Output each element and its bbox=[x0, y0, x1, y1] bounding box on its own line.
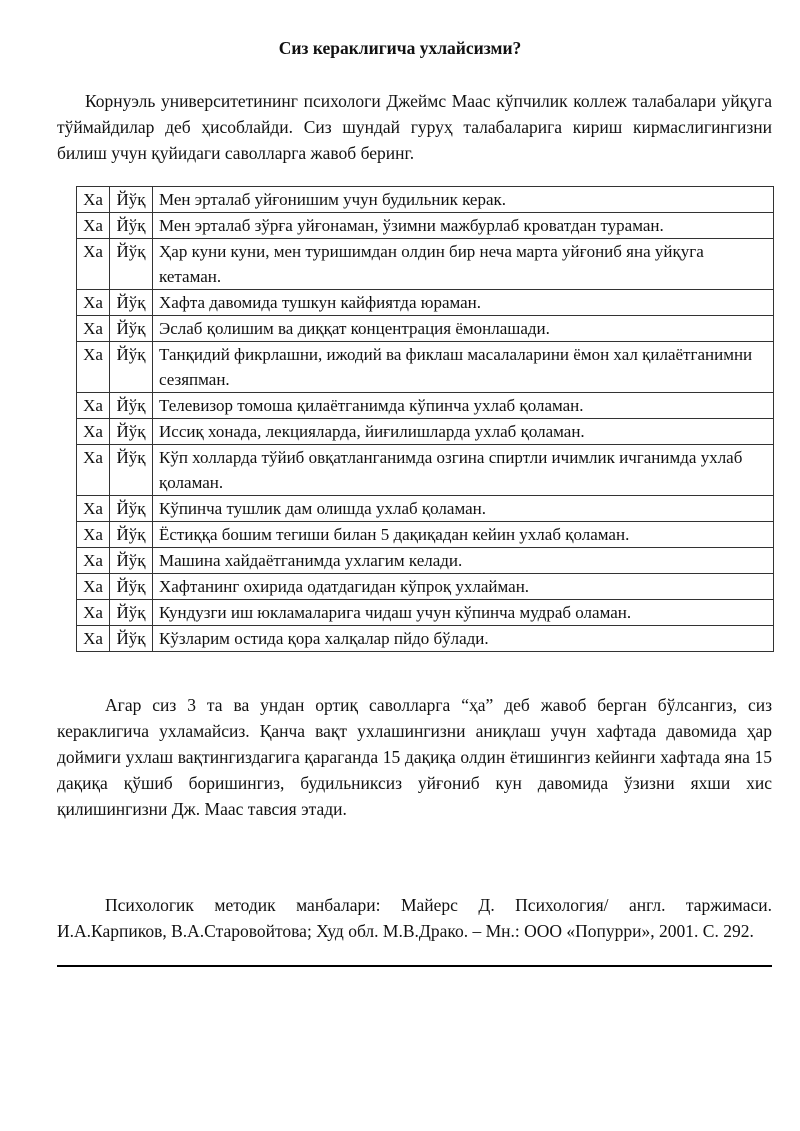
answer-yes: Ха bbox=[77, 626, 110, 652]
question-text: Кўпинча тушлик дам олишда ухлаб қоламан. bbox=[153, 496, 774, 522]
answer-no: Йўқ bbox=[110, 213, 153, 239]
answer-no: Йўқ bbox=[110, 548, 153, 574]
answer-yes: Ха bbox=[77, 496, 110, 522]
answer-yes: Ха bbox=[77, 342, 110, 393]
answer-no: Йўқ bbox=[110, 522, 153, 548]
page-title: Сиз кераклигича ухлайсизми? bbox=[278, 38, 522, 58]
question-text: Мен эрталаб зўрға уйғонаман, ўзимни мажбурлаб кроватдан тураман. bbox=[153, 213, 774, 239]
quiz-row bbox=[77, 187, 774, 213]
answer-yes: Ха bbox=[77, 239, 110, 290]
quiz-row bbox=[77, 496, 774, 522]
answer-no: Йўқ bbox=[110, 342, 153, 393]
question-text: Хафта давомида тушкун кайфиятда юраман. bbox=[153, 290, 774, 316]
quiz-row bbox=[77, 213, 774, 239]
question-text: Кўзларим остида қора халқалар пйдо бўлади. bbox=[153, 626, 774, 652]
quiz-row bbox=[77, 445, 774, 496]
footer-rule bbox=[57, 965, 772, 967]
question-text: Машина хайдаётганимда ухлагим келади. bbox=[153, 548, 774, 574]
answer-yes: Ха bbox=[77, 213, 110, 239]
question-text: Кундузги иш юкламаларига чидаш учун кўпинча мудраб оламан. bbox=[153, 600, 774, 626]
quiz-row bbox=[77, 316, 774, 342]
quiz-row bbox=[77, 393, 774, 419]
answer-yes: Ха bbox=[77, 445, 110, 496]
question-text: Ёстиққа бошим тегиши билан 5 дақиқадан кейин ухлаб қоламан. bbox=[153, 522, 774, 548]
question-text: Эслаб қолишим ва диққат концентрация ёмонлашади. bbox=[153, 316, 774, 342]
quiz-row bbox=[77, 290, 774, 316]
quiz-rows bbox=[77, 187, 774, 652]
quiz-row bbox=[77, 600, 774, 626]
answer-no: Йўқ bbox=[110, 419, 153, 445]
answer-yes: Ха bbox=[77, 574, 110, 600]
intro-paragraph: Корнуэль университетининг психологи Джеймс Маас кўпчилик коллеж талабалари уйқуга тўймайдилар деб ҳисоблайди. Сиз шундай гуруҳ талабаларига кириш кирмаслигингизни билиш учун қуйидаги саволларга жавоб беринг. bbox=[57, 91, 772, 163]
answer-yes: Ха bbox=[77, 393, 110, 419]
answer-no: Йўқ bbox=[110, 290, 153, 316]
answer-no: Йўқ bbox=[110, 626, 153, 652]
answer-yes: Ха bbox=[77, 522, 110, 548]
quiz-row bbox=[77, 342, 774, 393]
answer-yes: Ха bbox=[77, 419, 110, 445]
quiz-row bbox=[77, 239, 774, 290]
answer-no: Йўқ bbox=[110, 239, 153, 290]
answer-no: Йўқ bbox=[110, 600, 153, 626]
answer-no: Йўқ bbox=[110, 445, 153, 496]
question-text: Мен эрталаб уйғонишим учун будильник керак. bbox=[153, 187, 774, 213]
question-text: Телевизор томоша қилаётганимда кўпинча ухлаб қоламан. bbox=[153, 393, 774, 419]
question-text: Иссиқ хонада, лекцияларда, йиғилишларда ухлаб қоламан. bbox=[153, 419, 774, 445]
advice-paragraph: Агар сиз 3 та ва ундан ортиқ саволларга “ҳа” деб жавоб берган бўлсангиз, сиз кераклигича ухламайсиз. Қанча вақт ухлашингизни аниқлаш учун хафтада давомида ҳар доймиги ухлаш вақтингиздагига қараганда 15 дақиқа олдин ётишингиз кейинги хафтада яна 15 дақиқа қўшиб боришингиз, будильниксиз уйғониб кун давомида ўзизни яхши хис қилишингизни Дж. Маас тавсия этади. bbox=[57, 695, 772, 819]
answer-yes: Ха bbox=[77, 187, 110, 213]
answer-yes: Ха bbox=[77, 316, 110, 342]
question-text: Ҳар куни куни, мен туришимдан олдин бир неча марта уйғониб яна уйқуга кетаман. bbox=[153, 239, 774, 290]
answer-no: Йўқ bbox=[110, 496, 153, 522]
answer-yes: Ха bbox=[77, 600, 110, 626]
source-citation: Психологик методик манбалари: Майерс Д. Психология/ англ. таржимаси. И.А.Карпиков, В.А.Старовойтова; Худ обл. М.В.Драко. – Мн.: ООО «Попурри», 2001. С. 292. bbox=[57, 895, 772, 941]
answer-no: Йўқ bbox=[110, 316, 153, 342]
quiz-row bbox=[77, 626, 774, 652]
sleep-quiz-table bbox=[76, 186, 774, 652]
answer-no: Йўқ bbox=[110, 187, 153, 213]
quiz-row bbox=[77, 574, 774, 600]
answer-yes: Ха bbox=[77, 548, 110, 574]
question-text: Танқидий фикрлашни, ижодий ва фиклаш масалаларини ёмон хал қилаётганимни сезяпман. bbox=[153, 342, 774, 393]
quiz-row bbox=[77, 522, 774, 548]
answer-no: Йўқ bbox=[110, 574, 153, 600]
quiz-row bbox=[77, 419, 774, 445]
answer-no: Йўқ bbox=[110, 393, 153, 419]
question-text: Хафтанинг охирида одатдагидан кўпроқ ухлайман. bbox=[153, 574, 774, 600]
answer-yes: Ха bbox=[77, 290, 110, 316]
question-text: Кўп холларда тўйиб овқатланганимда озгина спиртли ичимлик ичганимда ухлаб қоламан. bbox=[153, 445, 774, 496]
quiz-row bbox=[77, 548, 774, 574]
